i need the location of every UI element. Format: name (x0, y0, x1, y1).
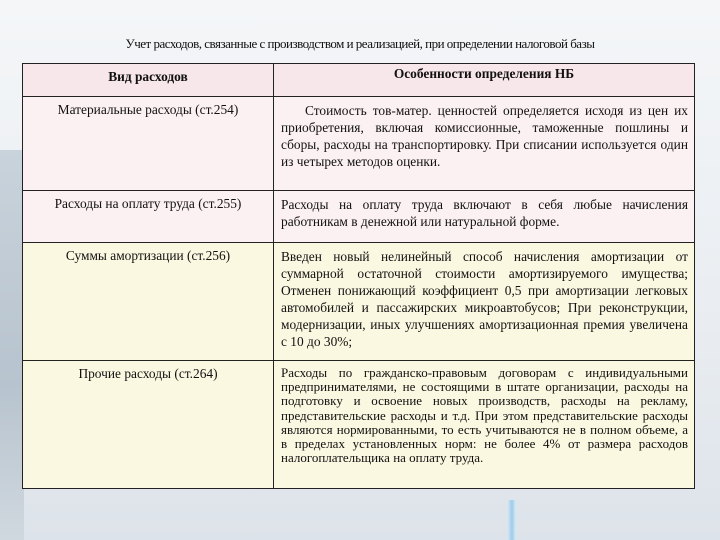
row-expense-type: Материальные расходы (ст.254) (23, 97, 274, 191)
row-expense-type: Суммы амортизации (ст.256) (23, 243, 274, 361)
table-row (23, 191, 695, 243)
row-description: Стоимость тов-матер. ценностей определяется исходя из цен их приобретения, включая комиссионные, таможенные пошлины и сборы, расходы на транспортировку. При списании используется один из четырех методов оценки. (274, 97, 695, 191)
slide-title: Учет расходов, связанные с производством и реализацией, при определении налоговой базы (125, 36, 595, 51)
table-row (23, 243, 695, 361)
row-description: Расходы по гражданско-правовым договорам с индивидуальными предпринимателями, не состоящими в штате организации, расходы на подготовку и освоение новых производств, расходы на рекламу, представительские расходы и т.д. При этом представительские расходы являются нормированными, то есть учитываются не в полном объеме, а в пределах установленных норм: не более 4% от размера расходов налогоплательщика на оплату труда. (274, 361, 695, 489)
header-tax-base-features: Особенности определения НБ (274, 64, 695, 97)
background-decoration-stripe (508, 500, 516, 540)
table-row (23, 361, 695, 489)
row-expense-type: Расходы на оплату труда (ст.255) (23, 191, 274, 243)
background-decoration-left (0, 150, 24, 540)
table-row (23, 97, 695, 191)
row-description: Расходы на оплату труда включают в себя любые начисления работникам в денежной или натуральной форме. (274, 191, 695, 243)
table-header-row (23, 64, 695, 97)
expenses-table (22, 63, 695, 489)
row-expense-type: Прочие расходы (ст.264) (23, 361, 274, 489)
header-expense-type: Вид расходов (23, 64, 274, 97)
row-description: Введен новый нелинейный способ начисления амортизации от суммарной остаточной стоимости амортизируемого имущества; Отменен понижающий коэффициент 0,5 при амортизации легковых автомобилей и пассажирских микроавтобусов; При реконструкции, модернизации, иных улучшениях амортизационная премия увеличена с 10 до 30%; (274, 243, 695, 361)
